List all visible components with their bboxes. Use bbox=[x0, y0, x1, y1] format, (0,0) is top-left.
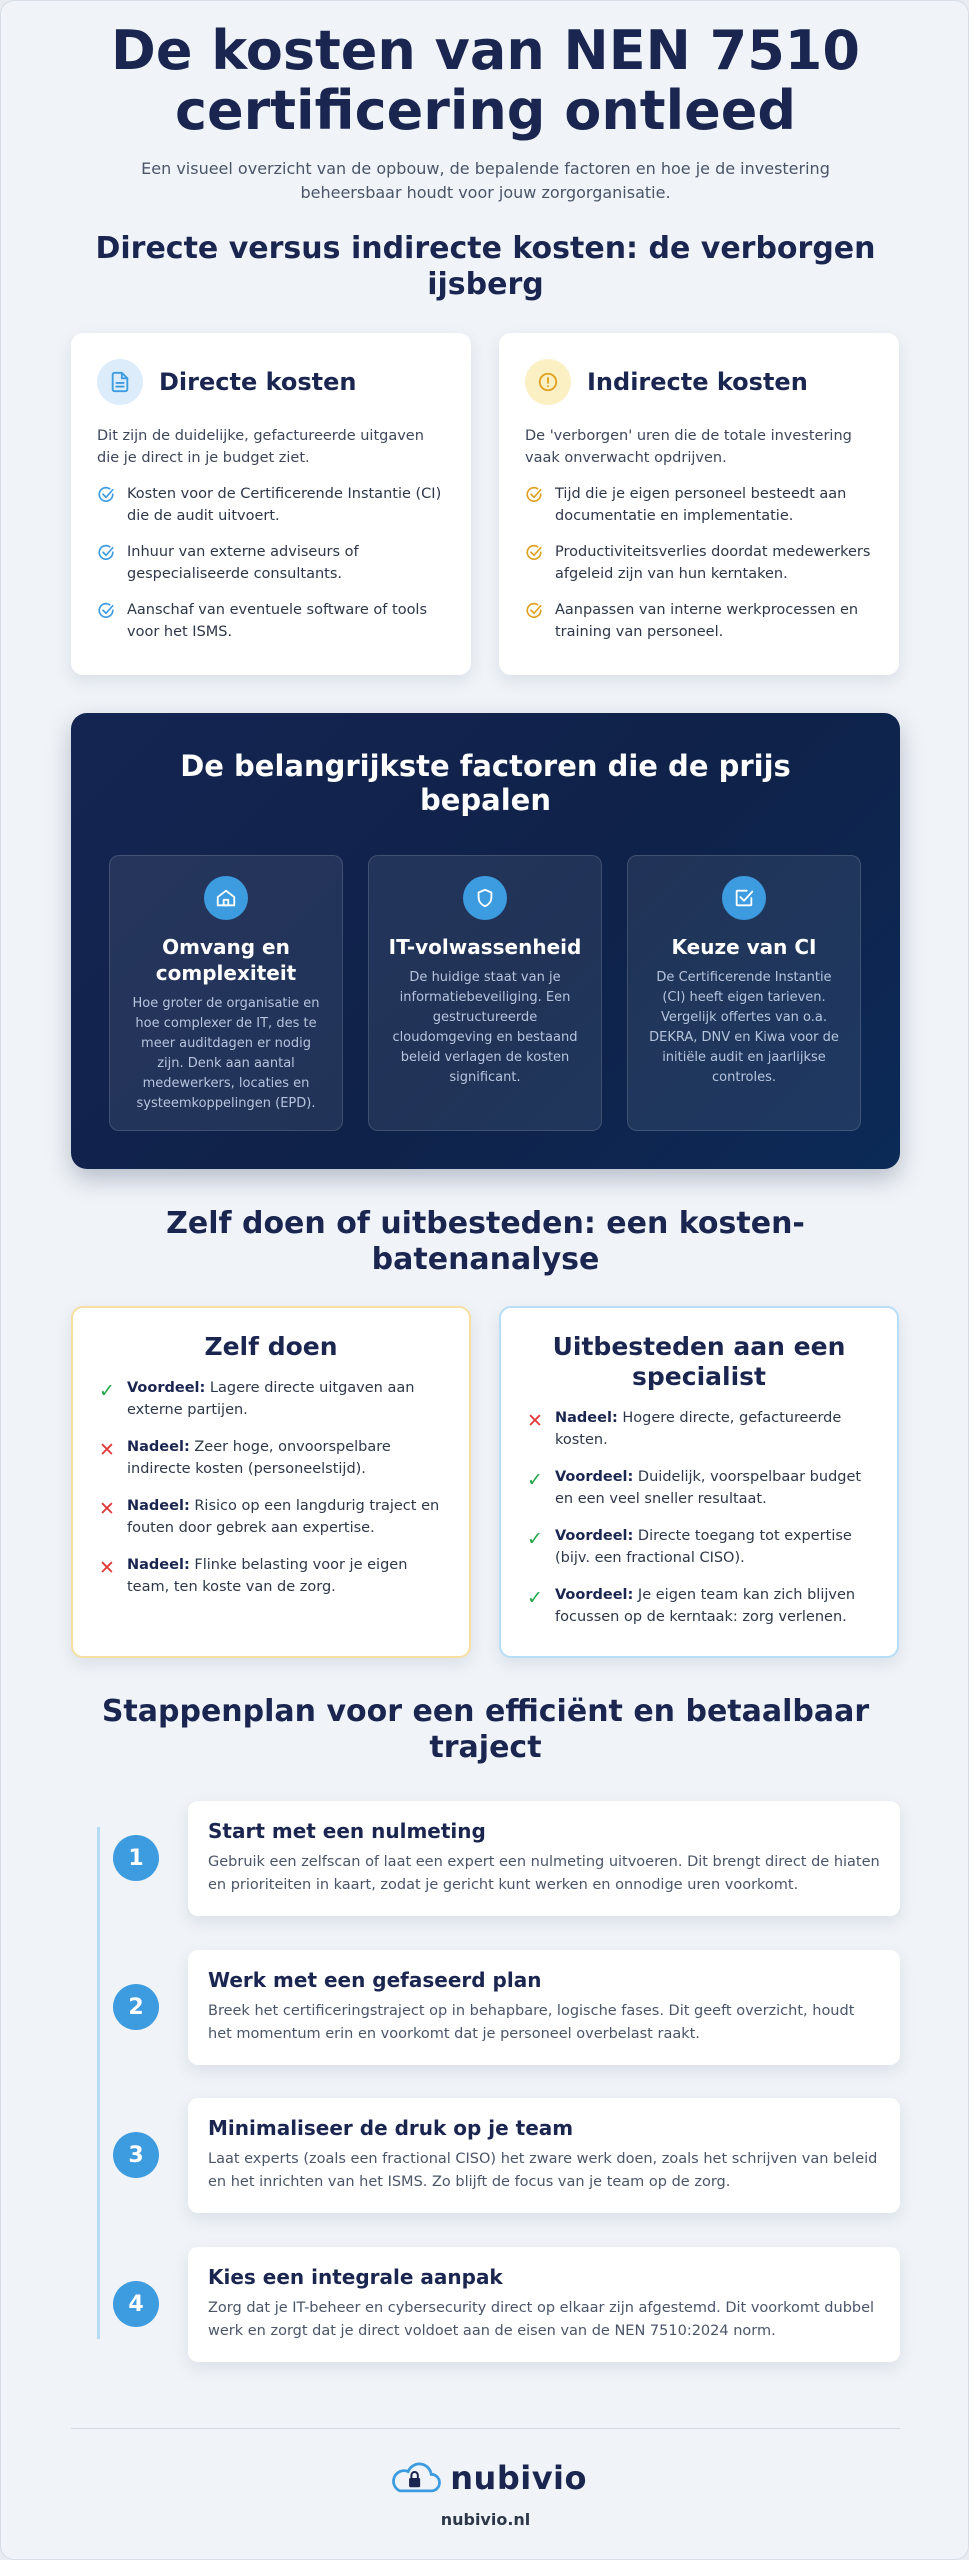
list-item bbox=[525, 541, 873, 585]
list-item: ✕ Nadeel: Hogere directe, gefactureerde kosten. bbox=[527, 1410, 842, 1448]
list-item bbox=[97, 541, 445, 585]
outsource-title: Uitbesteden aan een specialist bbox=[552, 1332, 846, 1391]
shield-icon bbox=[463, 876, 507, 920]
page-subtitle: Een visueel overzicht van de opbouw, de bepalende factoren en hoe je de investering beheersbaar houdt voor jouw zorgorganisatie. bbox=[141, 159, 830, 202]
check-icon: ✓ bbox=[527, 1528, 543, 1550]
steps-section-title: Stappenplan voor een efficiënt en betaalbaar traject bbox=[101, 1694, 870, 1765]
price-factors-panel bbox=[71, 713, 900, 1169]
check-icon: ✓ bbox=[527, 1469, 543, 1491]
cross-icon: ✕ bbox=[99, 1439, 115, 1461]
list-item-text: Tijd die je eigen personeel besteedt aan documentatie en implementatie. bbox=[555, 486, 847, 524]
list-item-text: Aanpassen van interne werkprocessen en training van personeel. bbox=[555, 602, 859, 640]
footer-divider bbox=[71, 2428, 900, 2429]
factors-title: De belangrijkste factoren die de prijs bepalen bbox=[180, 749, 791, 817]
factor-card-size bbox=[109, 855, 343, 1131]
step-title: Werk met een gefaseerd plan bbox=[208, 1968, 542, 1992]
step-card bbox=[188, 2098, 900, 2213]
step-number-badge: 3 bbox=[113, 2132, 159, 2178]
check-circle-icon bbox=[97, 602, 115, 620]
step-card bbox=[188, 1801, 900, 1916]
direct-costs-intro: Dit zijn de duidelijke, gefactureerde uitgaven die je direct in je budget ziet. bbox=[97, 428, 424, 466]
hero bbox=[1, 21, 969, 205]
list-item: ✓ Voordeel: Lagere directe uitgaven aan externe partijen. bbox=[99, 1380, 415, 1418]
check-icon: ✓ bbox=[99, 1380, 115, 1402]
factor-title: Keuze van CI bbox=[671, 935, 817, 959]
list-item: ✓ Voordeel: Directe toegang tot expertise (bijv. een fractional CISO). bbox=[527, 1528, 852, 1566]
timeline-line bbox=[97, 1827, 100, 2339]
list-item-text: Kosten voor de Certificerende Instantie (CI) die de audit uitvoert. bbox=[127, 486, 442, 524]
step-text: Gebruik een zelfscan of laat een expert een nulmeting uitvoeren. Dit brengt direct de hiaten en prioriteiten in kaart, zodat je gericht kunt werken en onnodige uren voorkomt. bbox=[208, 1854, 880, 1893]
list-item bbox=[97, 483, 445, 527]
direct-costs-card bbox=[71, 333, 471, 675]
factor-card-ci-choice bbox=[627, 855, 861, 1131]
step-card bbox=[188, 2247, 900, 2362]
list-item: ✕ Nadeel: Flinke belasting voor je eigen team, ten koste van de zorg. bbox=[99, 1557, 408, 1595]
factor-text: De huidige staat van je informatiebeveiliging. Een gestructureerde cloudomgeving en bestaand beleid verlagen de kosten significant. bbox=[392, 970, 578, 1085]
cross-icon: ✕ bbox=[527, 1410, 543, 1432]
indirect-costs-title: Indirecte kosten bbox=[587, 368, 808, 396]
list-item bbox=[525, 483, 873, 527]
step-text: Laat experts (zoals een fractional CISO) het zware werk doen, zoals het schrijven van beleid en het inrichten van het ISMS. Zo blijft de focus van je team op de zorg. bbox=[208, 2151, 878, 2190]
step-text: Breek het certificeringstraject op in behapbare, logische fases. Dit geeft overzicht, houdt het momentum erin en voorkomt dat je personeel overbelast raakt. bbox=[208, 2003, 855, 2042]
check-circle-icon bbox=[525, 486, 543, 504]
document-icon bbox=[97, 359, 143, 405]
factor-card-it-maturity bbox=[368, 855, 602, 1131]
outsource-card bbox=[499, 1306, 899, 1658]
self-do-title: Zelf doen bbox=[204, 1332, 338, 1361]
list-item-text: Aanschaf van eventuele software of tools voor het ISMS. bbox=[127, 602, 428, 640]
cross-icon: ✕ bbox=[99, 1557, 115, 1579]
indirect-costs-card bbox=[499, 333, 899, 675]
nubivio-logo[interactable] bbox=[387, 2456, 587, 2500]
costs-section-title: Directe versus indirecte kosten: de verborgen ijsberg bbox=[95, 231, 876, 302]
indirect-costs-intro: De 'verborgen' uren die de totale investering vaak onverwacht opdrijven. bbox=[525, 428, 852, 466]
list-item bbox=[97, 599, 445, 643]
check-icon: ✓ bbox=[527, 1587, 543, 1609]
list-item: ✕ Nadeel: Zeer hoge, onvoorspelbare indirecte kosten (personeelstijd). bbox=[99, 1439, 391, 1477]
step-card bbox=[188, 1950, 900, 2065]
cross-icon: ✕ bbox=[99, 1498, 115, 1520]
factor-text: De Certificerende Instantie (CI) heeft eigen tarieven. Vergelijk offertes van o.a. DEKRA, DNV en Kiwa voor de initiële audit en jaarlijkse controles. bbox=[649, 970, 839, 1085]
logo-word: nubivio bbox=[450, 2459, 587, 2497]
check-circle-icon bbox=[97, 544, 115, 562]
list-item-text: Productiviteitsverlies doordat medewerkers afgeleid zijn van hun kerntaken. bbox=[555, 544, 871, 582]
page-title: De kosten van NEN 7510 certificering ontleed bbox=[111, 19, 860, 142]
step-text: Zorg dat je IT-beheer en cybersecurity direct op elkaar zijn afgestemd. Dit voorkomt dubbel werk en zorgt dat je direct voldoet aan de eisen van de NEN 7510:2024 norm. bbox=[208, 2300, 875, 2339]
list-item bbox=[525, 599, 873, 643]
footer-site-link[interactable]: nubivio.nl bbox=[440, 2510, 531, 2529]
factor-title: IT-volwassenheid bbox=[388, 935, 582, 959]
home-icon bbox=[204, 876, 248, 920]
check-circle-icon bbox=[525, 544, 543, 562]
self-do-card bbox=[71, 1306, 471, 1658]
factor-title: Omvang en complexiteit bbox=[155, 935, 297, 985]
checkbox-icon bbox=[722, 876, 766, 920]
step-number-badge: 2 bbox=[113, 1984, 159, 2030]
step-title: Minimaliseer de druk op je team bbox=[208, 2116, 574, 2140]
cloud-lock-icon bbox=[387, 2458, 442, 2498]
check-circle-icon bbox=[97, 486, 115, 504]
factor-text: Hoe groter de organisatie en hoe complexer de IT, des te meer auditdagen er nodig zijn. Denk aan aantal medewerkers, locaties en systeemkoppelingen (EPD). bbox=[132, 996, 320, 1111]
step-number-badge: 4 bbox=[113, 2281, 159, 2327]
alert-icon bbox=[525, 359, 571, 405]
step-title: Kies een integrale aanpak bbox=[208, 2265, 503, 2289]
list-item-text: Inhuur van externe adviseurs of gespecialiseerde consultants. bbox=[127, 544, 359, 582]
list-item: ✓ Voordeel: Je eigen team kan zich blijven focussen op de kerntaak: zorg verlenen. bbox=[527, 1587, 856, 1625]
step-number-badge: 1 bbox=[113, 1835, 159, 1881]
direct-costs-title: Directe kosten bbox=[159, 368, 357, 396]
check-circle-icon bbox=[525, 602, 543, 620]
compare-section-title: Zelf doen of uitbesteden: een kosten-batenanalyse bbox=[166, 1206, 805, 1277]
list-item: ✓ Voordeel: Duidelijk, voorspelbaar budget en een veel sneller resultaat. bbox=[527, 1469, 862, 1507]
list-item: ✕ Nadeel: Risico op een langdurig traject en fouten door gebrek aan expertise. bbox=[99, 1498, 440, 1536]
step-title: Start met een nulmeting bbox=[208, 1819, 486, 1843]
